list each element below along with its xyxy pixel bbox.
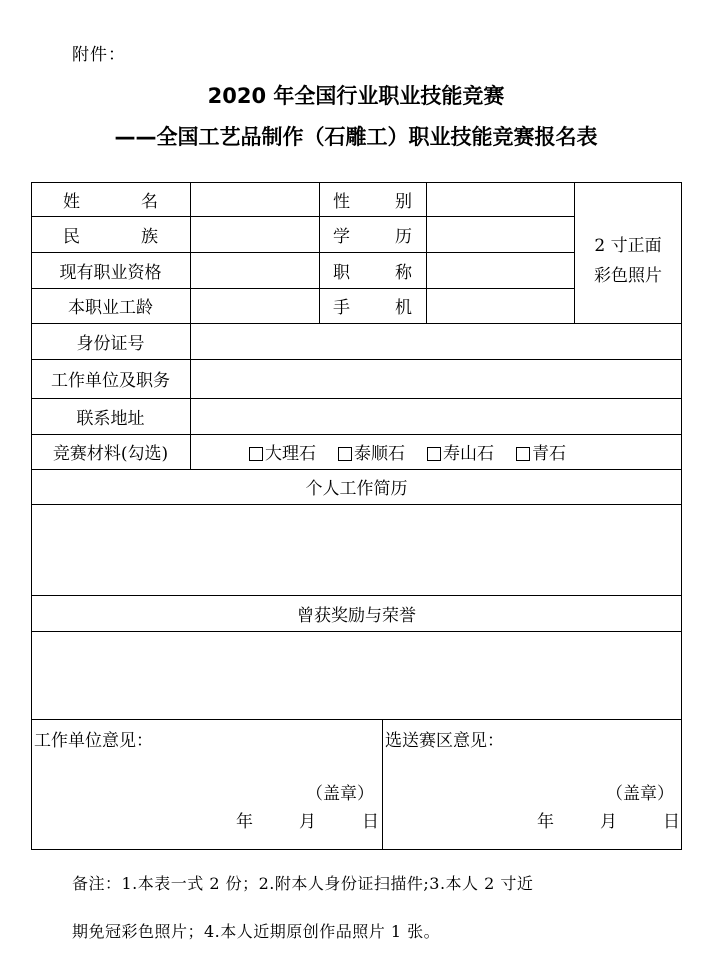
address-label: 联系地址 <box>76 408 145 429</box>
photo-line-1: 2 寸正面 <box>594 236 662 256</box>
region-date-month: 月 <box>600 812 617 832</box>
employer-stamp: （盖章） <box>306 784 374 804</box>
employer-opinion-label: 工作单位意见： <box>34 731 153 751</box>
ethnicity-field[interactable] <box>191 216 319 252</box>
material-option-shoushan[interactable]: 寿山石 <box>427 439 494 464</box>
material-option-marble[interactable]: 大理石 <box>249 439 316 464</box>
photo-line-2: 彩色照片 <box>594 266 662 286</box>
material-option-bluestone[interactable]: 青石 <box>516 439 566 464</box>
checkbox-icon[interactable] <box>516 447 530 461</box>
work-history-heading: 个人工作简历 <box>305 479 408 499</box>
title-label: 职 称 <box>333 262 412 283</box>
registration-form <box>31 182 682 850</box>
employer-position-field[interactable] <box>191 359 681 398</box>
mobile-field[interactable] <box>427 288 574 323</box>
id-number-field[interactable] <box>191 323 681 359</box>
material-option-taishun[interactable]: 泰顺石 <box>338 439 405 464</box>
note-line-1: 备注：1.本表一式 2 份；2.附本人身份证扫描件;3.本人 2 寸近 <box>72 874 534 893</box>
materials-label: 竞赛材料(勾选) <box>52 444 169 464</box>
ethnicity-label: 民 族 <box>63 226 158 247</box>
address-field[interactable] <box>191 398 681 434</box>
region-stamp: （盖章） <box>606 784 674 804</box>
region-opinion-label: 选送赛区意见： <box>385 731 504 751</box>
work-years-field[interactable] <box>191 288 319 323</box>
education-label: 学 历 <box>333 226 412 247</box>
form-subtitle: ——全国工艺品制作（石雕工）职业技能竞赛报名表 <box>114 125 598 149</box>
form-title: 2020 年全国行业职业技能竞赛 <box>207 84 505 108</box>
gender-label: 性 别 <box>333 191 412 212</box>
photo-placeholder[interactable] <box>575 216 681 306</box>
work-history-field[interactable] <box>32 505 681 595</box>
checkbox-icon[interactable] <box>249 447 263 461</box>
title-field[interactable] <box>427 252 574 288</box>
qualification-label: 现有职业资格 <box>59 262 162 283</box>
education-field[interactable] <box>427 216 574 252</box>
employer-date-month: 月 <box>299 812 316 832</box>
mobile-label: 手 机 <box>333 298 412 318</box>
region-date-day: 日 <box>663 812 680 832</box>
region-date-year: 年 <box>537 812 554 832</box>
gender-field[interactable] <box>427 182 574 216</box>
checkbox-icon[interactable] <box>427 447 441 461</box>
note-line-2: 期免冠彩色照片；4.本人近期原创作品照片 1 张。 <box>72 922 441 941</box>
form-note <box>72 860 672 956</box>
attachment-label: 附件： <box>72 45 126 65</box>
employer-date-day: 日 <box>362 812 379 832</box>
qualification-field[interactable] <box>191 252 319 288</box>
awards-heading: 曾获奖励与荣誉 <box>297 605 416 626</box>
work-years-label: 本职业工龄 <box>68 298 153 318</box>
id-number-label: 身份证号 <box>76 333 145 354</box>
checkbox-icon[interactable] <box>338 447 352 461</box>
employer-date-year: 年 <box>236 812 253 832</box>
name-field[interactable] <box>191 182 319 216</box>
materials-options <box>249 434 669 469</box>
awards-field[interactable] <box>32 632 681 719</box>
name-label: 姓 名 <box>63 191 158 212</box>
employer-position-label: 工作单位及职务 <box>51 371 170 391</box>
